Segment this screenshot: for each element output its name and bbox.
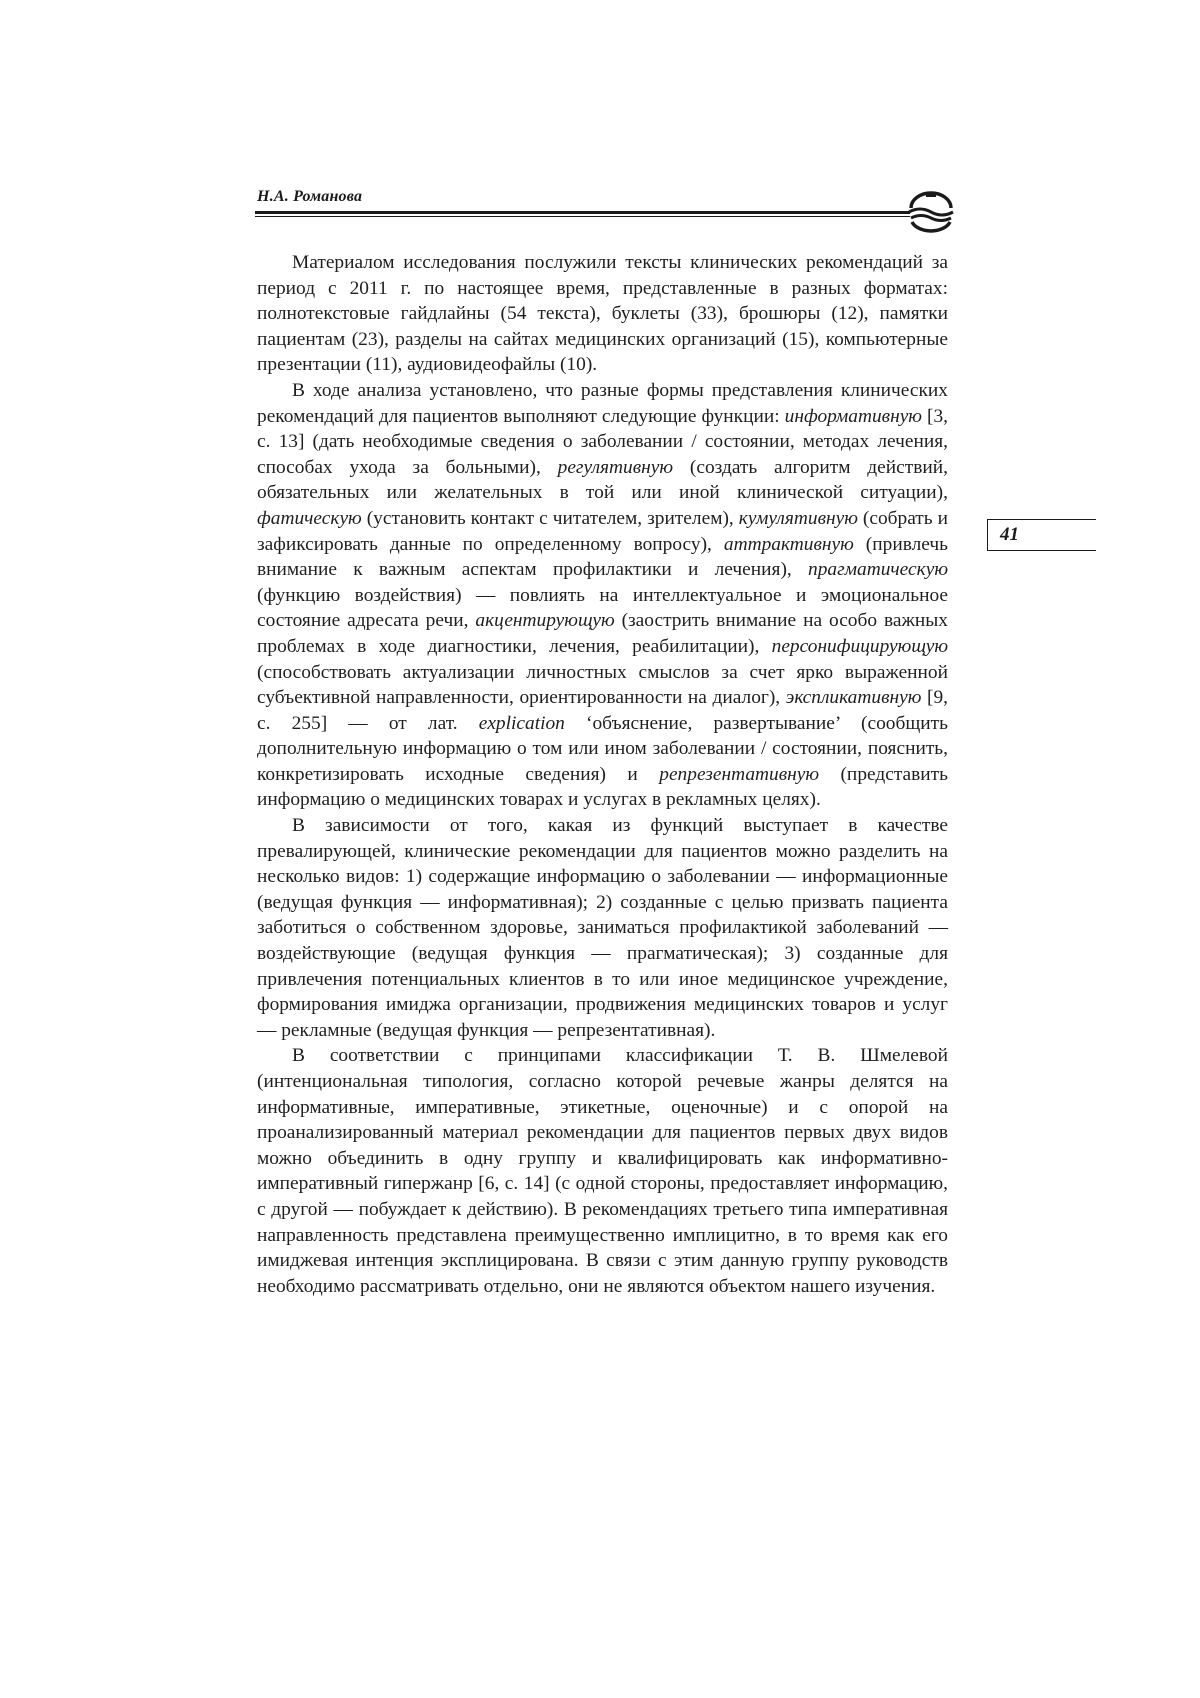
paragraph: В соответствии с принципами классификации Т. В. Шмелевой (интенциональная типология, согласно которой речевые жанры делятся на информативные, императивные, этикетные, оценочные) и с опорой на проанализированный материал рекомендации для пациентов первых двух видов можно объединить в одну группу и квалифицировать как информативно-императивный гипержанр [6, с. 14] (с одной стороны, предоставляет информацию, с другой — побуждает к действию). В рекомендациях третьего типа императивная направленность представлена преимущественно имплицитно, в то время как его имиджевая интенция эксплицирована. В связи с этим данную группу руководств необходимо рассматривать отдельно, они не являются объектом нашего изучения. [257, 1045, 948, 1297]
italic-term: акцентирующую [475, 610, 615, 632]
italic-term: информативную [784, 405, 922, 427]
italic-term: репрезентативную [659, 763, 820, 785]
italic-term: регулятивную [557, 456, 674, 478]
page-number-box [987, 519, 1096, 551]
paragraph: В ходе анализа установлено, что разные формы представления клинических рекомендаций для пациентов выполняют следующие функции: информативную [3, с. 13] (дать необходимые сведения о заболевании / состоянии, методах лечения, способах ухода за больными), регулятивную (создать алгоритм действий, обязательных или желательных в той или иной клинической ситуации), фатическую (установить контакт с читателем, зрителем), кумулятивную (собрать и зафиксировать данные по определенному вопросу), аттрактивную (привлечь внимание к важным аспектам профилактики и лечения), прагматическую (функцию воздействия) — повлиять на интеллектуальное и эмоциональное состояние адресата речи, акцентирующую (заострить внимание на особо важных проблемах в ходе диагностики, лечения, реабилитации), персонифицирующую (способствовать актуализации личностных смыслов за счет ярко выраженной субъективной направленности, ориентированности на диалог), экспликативную [9, с. 255] — от лат. explication ‘объяснение, развертывание’ (сообщить дополнительную информацию о том или ином заболевании / состоянии, пояснить, конкретизировать исходные сведения) и репрезентативную (представить информацию о медицинских товарах и услугах в рекламных целях). [257, 379, 949, 811]
running-head-author: Н.А. Романова [257, 188, 363, 205]
italic-term: фатическую [257, 507, 362, 529]
italic-term: экспликативную [785, 687, 922, 709]
paragraph: В зависимости от того, какая из функций выступает в качестве превалирующей, клинические рекомендации для пациентов можно разделить на несколько видов: 1) содержащие информацию о заболевании — информационные (ведущая функция — информативная); 2) созданные с целью призвать пациента заботиться о собственном здоровье, заниматься профилактикой заболеваний — воздействующие (ведущая функция — прагматическая); 3) созданные для привлечения потенциальных клиентов в то или иное медицинское учреждение, формирования имиджа организации, продвижения медицинских товаров и услуг — рекламные (ведущая функция — репрезентативная). [257, 815, 948, 1041]
paragraph: Материалом исследования послужили тексты клинических рекомендаций за период с 2011 г. по настоящее время, представленные в разных форматах: полнотекстовые гайдлайны (54 текста), буклеты (33), брошюры (12), памятки пациентам (23), разделы на сайтах медицинских организаций (15), компьютерные презентации (11), аудиовидеофайлы (10). [257, 252, 948, 376]
journal-logo-icon [906, 191, 956, 233]
header-rule-thin [255, 216, 910, 217]
italic-term: аттрактивную [723, 533, 854, 555]
italic-term: explication [478, 712, 565, 734]
header-rule-thick [255, 211, 910, 214]
italic-term: прагматическую [808, 559, 948, 581]
italic-term: персонифицирующую [771, 635, 948, 657]
page-number: 41 [1000, 524, 1019, 545]
italic-term: кумулятивную [738, 507, 858, 529]
body-text [257, 250, 948, 1299]
